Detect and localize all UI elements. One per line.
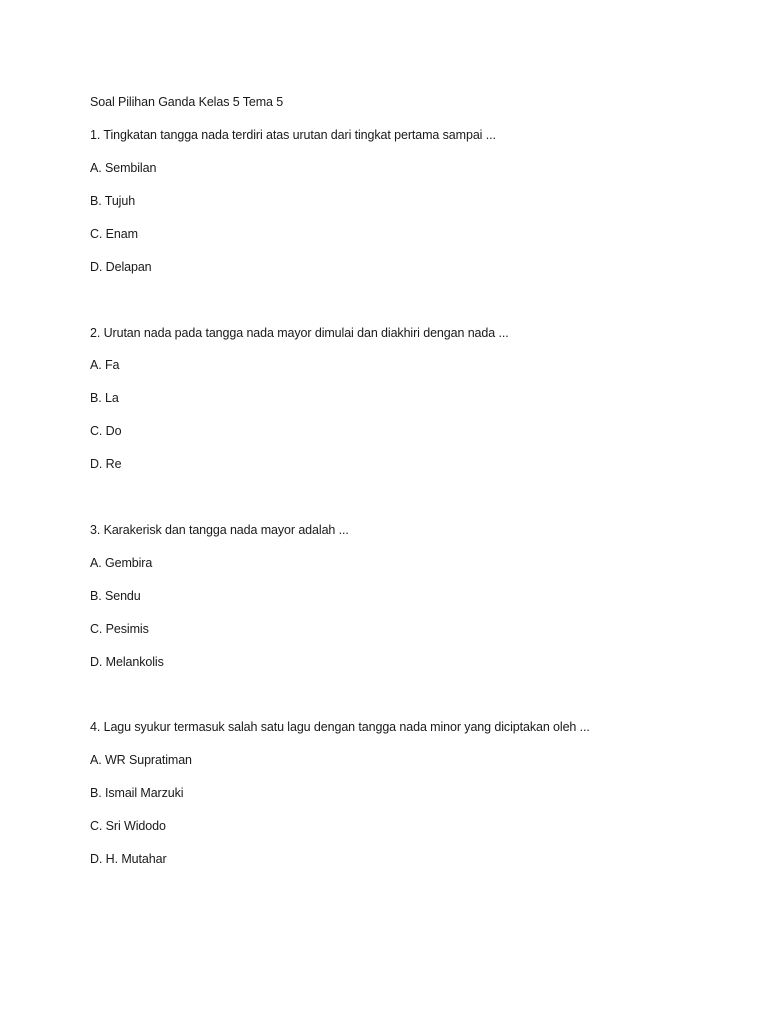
question-2-option-d: D. Re (90, 457, 122, 471)
question-4: 4. Lagu syukur termasuk salah satu lagu dengan tangga nada minor yang diciptakan oleh ... (90, 720, 590, 734)
question-4-option-d: D. H. Mutahar (90, 852, 167, 866)
question-3-option-b: B. Sendu (90, 589, 141, 603)
question-2-option-c: C. Do (90, 424, 122, 438)
question-1-option-d: D. Delapan (90, 260, 152, 274)
question-2-option-b: B. La (90, 391, 119, 405)
question-3-option-d: D. Melankolis (90, 655, 164, 669)
document-title: Soal Pilihan Ganda Kelas 5 Tema 5 (90, 95, 284, 109)
question-4-option-c: C. Sri Widodo (90, 819, 166, 833)
question-2-option-a: A. Fa (90, 358, 120, 372)
question-2: 2. Urutan nada pada tangga nada mayor dimulai dan diakhiri dengan nada ... (90, 326, 509, 340)
question-4-option-b: B. Ismail Marzuki (90, 786, 184, 800)
question-4-option-a: A. WR Supratiman (90, 753, 192, 767)
question-1-option-c: C. Enam (90, 227, 138, 241)
question-3: 3. Karakerisk dan tangga nada mayor adalah ... (90, 523, 349, 537)
question-3-option-c: C. Pesimis (90, 622, 149, 636)
question-3-option-a: A. Gembira (90, 556, 153, 570)
question-1: 1. Tingkatan tangga nada terdiri atas urutan dari tingkat pertama sampai ... (90, 128, 496, 142)
question-1-option-a: A. Sembilan (90, 161, 157, 175)
question-1-option-b: B. Tujuh (90, 194, 136, 208)
